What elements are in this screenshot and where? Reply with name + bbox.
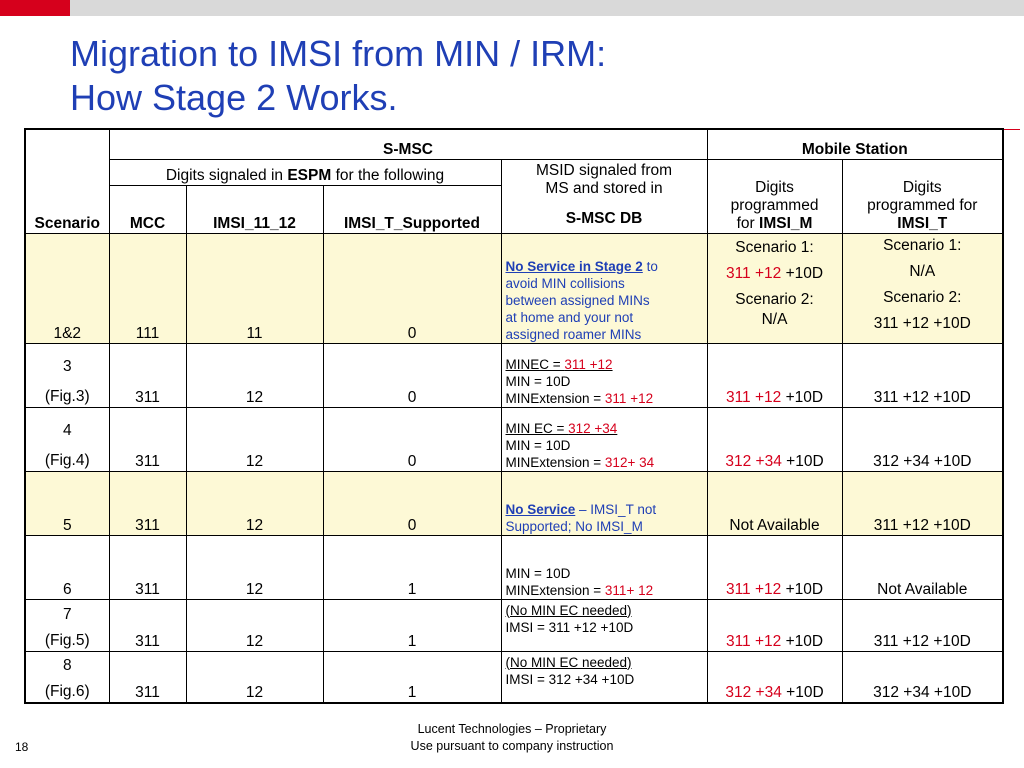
minext-value: 311+ 12 (604, 582, 654, 598)
mcc-value: 311 (135, 580, 160, 598)
header-smsc-label: S-MSC (383, 140, 433, 158)
footer-proprietary: Lucent Technologies – Proprietary (417, 722, 607, 736)
imsit-cell (323, 233, 501, 343)
scenario-fig: (Fig.4) (44, 451, 90, 469)
table-row (25, 471, 1003, 535)
m-scenario-1: Scenario 1: (735, 238, 814, 256)
t-value: 311 +12 +10D (873, 388, 971, 406)
no-service-link[interactable]: No Service in Stage 2 (505, 258, 643, 274)
footer-instruction: Use pursuant to company instruction (410, 739, 614, 753)
imsi-t-cell (842, 343, 1003, 407)
mcc-cell (109, 233, 186, 343)
msid-line-3: S-MSC DB (565, 209, 643, 227)
imsi-line: IMSI = 312 +34 +10D (505, 671, 635, 687)
min-line: MIN = 10D (505, 373, 571, 389)
dp-m-line-2: programmed (730, 196, 819, 214)
m-black: +10D (781, 684, 824, 701)
header-imsi-11-12-label: IMSI_11_12 (213, 214, 296, 232)
note-line: at home and your not (505, 309, 634, 325)
msid-cell (501, 599, 707, 651)
header-digits-imsi-t (842, 159, 1003, 233)
scenario-cell (25, 535, 109, 599)
imsi-t-cell (842, 407, 1003, 471)
minec-value: 312 +34 (568, 420, 618, 436)
imsi1112-value: 12 (245, 580, 264, 598)
imsi-t-cell (842, 471, 1003, 535)
imsit-value: 1 (407, 580, 417, 598)
imsi-m-cell (707, 535, 842, 599)
note-line: assigned roamer MINs (505, 326, 642, 342)
scenario-fig: (Fig.3) (44, 387, 90, 405)
table-row (25, 599, 1003, 651)
t-value: 311 +12 +10D (873, 632, 971, 650)
imsi1112-cell (186, 233, 323, 343)
header-digits-imsi-m (707, 159, 842, 233)
table-row (25, 233, 1003, 343)
scenario-cell (25, 343, 109, 407)
imsi1112-value: 12 (245, 452, 264, 470)
header-smsc (109, 129, 707, 159)
note-line: between assigned MINs (505, 292, 650, 308)
msid-cell (501, 535, 707, 599)
imsi-m-cell (707, 343, 842, 407)
no-min-ec-line: (No MIN EC needed) (505, 654, 632, 670)
title-line-1: Migration to IMSI from MIN / IRM: (70, 33, 607, 74)
header-imsi-11-12 (186, 185, 323, 233)
mcc-value: 311 (135, 516, 160, 534)
m-red: 311 +12 (725, 580, 782, 598)
scenario-fig: (Fig.6) (44, 683, 90, 700)
minec-label: MIN EC = (505, 420, 569, 436)
imsit-value: 0 (407, 516, 417, 534)
imsi1112-value: 12 (245, 684, 264, 701)
m-red: 312 +34 (725, 684, 782, 701)
minext-value: 312+ 34 (604, 454, 655, 470)
header-scenario (25, 129, 109, 233)
header-scenario-label: Scenario (34, 214, 100, 232)
minext-label: MINExtension = (505, 582, 605, 598)
imsi-m-cell (707, 471, 842, 535)
header-mcc-label: MCC (129, 214, 166, 232)
msid-cell (501, 651, 707, 703)
mcc-value: 111 (135, 324, 160, 342)
m-red: 312 +34 (725, 452, 782, 470)
imsi1112-cell (186, 343, 323, 407)
mcc-cell (109, 471, 186, 535)
minext-label: MINExtension = (505, 454, 605, 470)
t-value: 311 +12 +10D (873, 516, 971, 534)
scenario-cell (25, 599, 109, 651)
imsi-t-cell (842, 233, 1003, 343)
scenario-fig: (Fig.5) (44, 631, 90, 649)
m-black: +10D (781, 388, 824, 406)
scenario-cell (25, 407, 109, 471)
scenario-value: 1&2 (53, 324, 82, 342)
digits-signaled-pre: Digits signaled in (165, 166, 288, 184)
imsit-cell (323, 651, 501, 703)
scenario-value: 3 (62, 357, 72, 375)
table-row (25, 343, 1003, 407)
mcc-cell (109, 343, 186, 407)
msid-cell (501, 407, 707, 471)
m-s1-red: 311 +12 (725, 264, 782, 282)
minec-value: 311 +12 (564, 356, 613, 372)
m-s1-black: +10D (781, 264, 824, 282)
header-mcc (109, 185, 186, 233)
scenario-value: 8 (62, 657, 72, 674)
mcc-value: 311 (135, 452, 160, 470)
imsi1112-value: 12 (245, 632, 264, 650)
msid-line-2: MS and stored in (545, 179, 663, 197)
imsit-cell (323, 599, 501, 651)
imsit-value: 0 (407, 388, 417, 406)
header-imsi-t-supported-label: IMSI_T_Supported (343, 214, 481, 232)
m-red: 311 +12 (725, 632, 782, 650)
scenario-value: 7 (62, 605, 72, 623)
t-value: 312 +34 +10D (873, 684, 972, 701)
min-line: MIN = 10D (505, 437, 571, 453)
imsi-m-cell (707, 233, 842, 343)
note-after: – IMSI_T not (575, 501, 657, 517)
t-s1-value: N/A (909, 262, 936, 280)
scenario-cell (25, 233, 109, 343)
t-scenario-1: Scenario 1: (883, 236, 962, 254)
table-row (25, 535, 1003, 599)
imsi-m-cell (707, 599, 842, 651)
mcc-cell (109, 599, 186, 651)
imsi1112-value: 11 (246, 324, 263, 342)
imsit-value: 1 (407, 632, 417, 650)
dp-t-bold: IMSI_T (897, 214, 948, 232)
dp-m-bold: IMSI_M (759, 214, 813, 232)
mcc-cell (109, 651, 186, 703)
t-value: 312 +34 +10D (873, 452, 972, 470)
msid-cell (501, 343, 707, 407)
imsi-m-cell (707, 651, 842, 703)
m-black: +10D (781, 580, 824, 598)
imsi1112-value: 12 (245, 516, 264, 534)
no-min-ec-line: (No MIN EC needed) (505, 602, 632, 618)
t-scenario-2: Scenario 2: (883, 288, 962, 306)
scenario-value: 6 (62, 580, 72, 598)
minext-label: MINExtension = (505, 390, 605, 406)
page-number: 18 (15, 740, 29, 754)
header-msid (501, 159, 707, 233)
t-value: Not Available (877, 580, 968, 598)
note-after: to (642, 258, 658, 274)
migration-table (24, 128, 1004, 704)
min-line: MIN = 10D (505, 565, 571, 581)
imsit-cell (323, 407, 501, 471)
mcc-cell (109, 535, 186, 599)
imsi1112-value: 12 (245, 388, 264, 406)
note-line: avoid MIN collisions (505, 275, 625, 291)
m-value: Not Available (729, 516, 820, 534)
title-line-2: How Stage 2 Works. (70, 77, 398, 118)
mcc-value: 311 (135, 632, 160, 650)
scenario-cell (25, 471, 109, 535)
imsi1112-cell (186, 407, 323, 471)
imsit-value: 1 (407, 684, 417, 701)
m-scenario-2: Scenario 2: (735, 290, 814, 308)
imsi1112-cell (186, 535, 323, 599)
m-red: 311 +12 (725, 388, 782, 406)
imsi1112-cell (186, 651, 323, 703)
digits-signaled-post: for the following (331, 166, 445, 184)
dp-t-line-2: programmed for (867, 196, 978, 214)
scenario-value: 4 (62, 421, 72, 439)
imsit-cell (323, 471, 501, 535)
imsit-cell (323, 535, 501, 599)
slide-title (70, 32, 606, 120)
header-bar (70, 0, 1024, 16)
header-mobile-station (707, 129, 1003, 159)
imsi-m-cell (707, 407, 842, 471)
scenario-value: 5 (62, 516, 72, 534)
imsit-value: 0 (407, 452, 417, 470)
mcc-cell (109, 407, 186, 471)
imsit-cell (323, 343, 501, 407)
no-service-link[interactable]: No Service (505, 501, 576, 517)
table-row (25, 407, 1003, 471)
imsi-t-cell (842, 535, 1003, 599)
dp-t-line-1: Digits (902, 178, 942, 196)
dp-m-line-1: Digits (755, 178, 794, 196)
msid-cell (501, 471, 707, 535)
m-black: +10D (781, 632, 824, 650)
t-s2-value: 311 +12 +10D (873, 314, 971, 332)
mcc-value: 311 (135, 388, 160, 406)
dp-m-line-3: for (736, 214, 760, 232)
accent-line (1002, 129, 1020, 130)
scenario-cell (25, 651, 109, 703)
header-mobile-station-label: Mobile Station (801, 140, 908, 158)
header-imsi-t-supported (323, 185, 501, 233)
imsi-t-cell (842, 651, 1003, 703)
m-black: +10D (781, 452, 824, 470)
mcc-value: 311 (135, 684, 160, 701)
imsit-value: 0 (407, 324, 417, 342)
msid-line-1: MSID signaled from (535, 161, 673, 179)
imsi-t-cell (842, 599, 1003, 651)
digits-signaled-bold: ESPM (287, 166, 332, 184)
m-s2-value: N/A (761, 310, 788, 328)
imsi1112-cell (186, 471, 323, 535)
minext-value: 311 +12 (604, 390, 654, 406)
brand-bar (0, 0, 70, 16)
note-line: Supported; No IMSI_M (505, 518, 643, 534)
imsi1112-cell (186, 599, 323, 651)
imsi-line: IMSI = 311 +12 +10D (505, 619, 634, 635)
minec-label: MINEC = (505, 356, 565, 372)
header-digits-signaled (109, 159, 501, 185)
msid-cell (501, 233, 707, 343)
table-row (25, 651, 1003, 703)
